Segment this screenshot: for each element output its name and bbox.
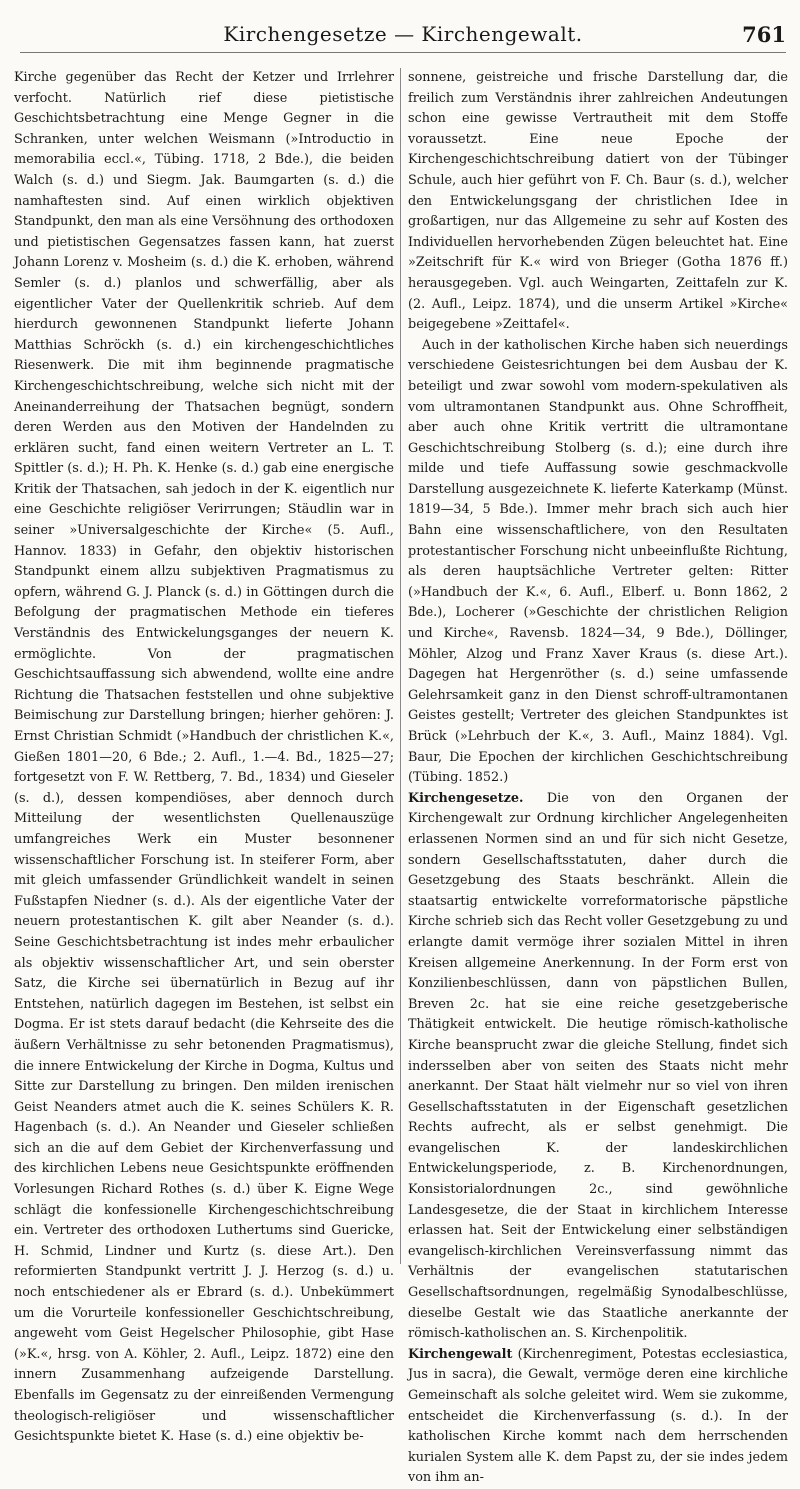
- page-number: 761: [742, 22, 786, 47]
- entry-kirchengesetze: [408, 789, 788, 1345]
- paragraph: Kirche gegenüber das Recht der Ketzer und Irrlehrer verfocht. Natürlich rief diese pietistische Geschichtsbetrachtung eine Menge Gegner in die Schranken, unter welchen Weismann (»Introductio in memorabilia eccl.«, Tübing. 1718, 2 Bde.), die beiden Walch (s. d.) und Siegm. Jak. Baumgarten (s. d.) die namhaftesten sind. Auf einen wirklich objektiven Standpunkt, den man als eine Versöhnung des orthodoxen und pietistischen Gegensatzes fassen kann, hat zuerst Johann Lorenz v. Mosheim (s. d.) die K. erhoben, während Semler (s. d.) planlos und schwerfällig, aber als eigentlicher Vater der Quellenkritik schrieb. Auf dem hierdurch gewonnenen Standpunkt lieferte Johann Matthias Schröckh (s. d.) ein kirchengeschichtliches Riesenwerk. Die mit ihm beginnende pragmatische Kirchengeschichtschreibung, welche sich nicht mit der Aneinanderreihung der Thatsachen begnügt, sondern deren Werden aus den Motiven der Handelnden zu erklären sucht, fand einen weitern Vertreter an L. T. Spittler (s. d.); H. Ph. K. Henke (s. d.) gab eine energische Kritik der Thatsachen, sah jedoch in der K. eigentlich nur eine Geschichte religiöser Verirrungen; Stäudlin war in seiner »Universalgeschichte der Kirche« (5. Aufl., Hannov. 1833) in Gefahr, den objektiv historischen Standpunkt einem allzu subjektiven Pragmatismus zu opfern, während G. J. Planck (s. d.) in Göttingen durch die Befolgung der pragmatischen Methode ein tieferes Verständnis des Entwickelungsganges der neuern K. ermöglichte. Von der pragmatischen Geschichtsauffassung sich abwendend, wollte eine andre Richtung die Thatsachen feststellen und ohne subjektive Beimischung zur Darstellung bringen; hierher gehören: J. Ernst Christian Schmidt (»Handbuch der christlichen K.«, Gießen 1801—20, 6 Bde.; 2. Aufl., 1.—4. Bd., 1825—27; fortgesetzt von F. W. Rettberg, 7. Bd., 1834) und Gieseler (s. d.), dessen kompendiöses, aber dennoch durch Mitteilung der wesentlichsten Quellenauszüge umfangreiches Werk ein Muster besonnener wissenschaftlicher Forschung ist. In steiferer Form, aber mit gleich umfassender Gründlichkeit wandelt in seinen Fußstapfen Niedner (s. d.). Als der eigentliche Vater der neuern protestantischen K. gilt aber Neander (s. d.). Seine Geschichtsbetrachtung ist indes mehr erbaulicher als objektiv wissenschaftlicher Art, und sein oberster Satz, die Kirche sei übernatürlich in Bezug auf ihr Entstehen, natürlich dagegen im Bestehen, ist selbst ein Dogma. Er ist stets darauf bedacht (die Kehrseite des die äußern Verhältnisse zu sehr betonenden Pragmatismus), die innere Entwickelung der Kirche in Dogma, Kultus und Sitte zur Darstellung zu bringen. Den milden irenischen Geist Neanders atmet auch die K. seines Schülers K. R. Hagenbach (s. d.). An Neander und Gieseler schließen sich an die auf dem Gebiet der Kirchenverfassung und des kirchlichen Lebens neue Gesichtspunkte eröffnenden Vorlesungen Richard Rothes (s. d.) über K. Eigne Wege schlägt die konfessionelle Kirchengeschichtschreibung ein. Vertreter des orthodoxen Luthertums sind Guericke, H. Schmid, Lindner und Kurtz (s. diese Art.). Den reformierten Standpunkt vertritt J. J. Herzog (s. d.) u. noch entschiedener als er Ebrard (s. d.). Unbekümmert um die Vorurteile konfessioneller Geschichtschreibung, angeweht vom Geist Hegelscher Philosophie, gibt Hase (»K.«, hrsg. von A. Köhler, 2. Aufl., Leipz. 1872) eine den innern Zusammenhang aufzeigende Darstellung. Ebenfalls im Gegensatz zu der einreißenden Vermengung theologisch-religiöser und wissenschaftlicher Gesichtspunkte bietet K. Hase (s. d.) eine objektiv be-: [14, 70, 394, 1445]
- page-header: [20, 12, 786, 53]
- paragraph: sonnene, geistreiche und frische Darstellung dar, die freilich zum Verständnis ihrer zahlreichen Andeutungen schon eine gewisse Vertrautheit mit dem Stoffe voraussetzt. Eine neue Epoche der Kirchengeschichtschreibung datiert von der Tübinger Schule, auch hier geführt von F. Ch. Baur (s. d.), welcher den Entwickelungsgang der christlichen Idee in großartigen, nur das Allgemeine zu sehr auf Kosten des Individuellen hervorhebenden Zügen beleuchtet hat. Eine »Zeitschrift für K.« wird von Brieger (Gotha 1876 ff.) herausgegeben. Vgl. auch Weingarten, Zeittafeln zur K. (2. Aufl., Leipz. 1874), und die unserm Artikel »Kirche« beigegebene »Zeittafel«.: [408, 70, 788, 333]
- running-head: Kirchengesetze — Kirchengewalt.: [223, 22, 583, 46]
- column-divider: [400, 68, 401, 1264]
- headword: Kirchengesetze.: [408, 790, 524, 806]
- entry-text: (Kirchenregiment, Potestas ecclesiastica, Jus in sacra), die Gewalt, vermöge deren eine kirchliche Gemeinschaft als solche geleitet wird. Wem sie zukomme, entscheidet die Kirchenverfassung (s. d.). In der katholischen Kirche kommt nach dem herrschenden kurialen System alle K. dem Papst zu, der sie indes jedem von ihm an-: [408, 1346, 788, 1486]
- paragraph: Auch in der katholischen Kirche haben sich neuerdings verschiedene Geistesrichtungen bei dem Ausbau der K. beteiligt und zwar sowohl vom modern-spekulativen als vom ultramontanen Standpunkt aus. Ohne Schroffheit, aber auch ohne Kritik vertritt die ultramontane Geschichtschreibung Stolberg (s. d.); eine durch ihre milde und tiefe Auffassung sowie geschmackvolle Darstellung ausgezeichnete K. lieferte Katerkamp (Münst. 1819—34, 5 Bde.). Immer mehr brach sich auch hier Bahn eine wissenschaftlichere, von den Resultaten protestantischer Forschung nicht unbeeinflußte Richtung, als deren hauptsächliche Vertreter gelten: Ritter (»Handbuch der K.«, 6. Aufl., Elberf. u. Bonn 1862, 2 Bde.), Locherer (»Geschichte der christlichen Religion und Kirche«, Ravensb. 1824—34, 9 Bde.), Döllinger, Möhler, Alzog und Franz Xaver Kraus (s. diese Art.). Dagegen hat Hergenröther (s. d.) seine umfassende Gelehrsamkeit ganz in den Dienst schroff-ultramontanen Geistes gestellt; Vertreter des gleichen Standpunktes ist Brück (»Lehrbuch der K.«, 3. Aufl., Mainz 1884). Vgl. Baur, Die Epochen der kirchlichen Geschichtschreibung (Tübing. 1852.): [408, 337, 788, 786]
- right-column: [408, 68, 788, 1486]
- entry-text: Die von den Organen der Kirchengewalt zur Ordnung kirchlicher Angelegenheiten erlassenen Normen sind an und für sich nicht Gesetze, sondern Gesellschaftsstatuten, daher durch die Gesetzgebung des Staats beschränkt. Allein die staatsartig entwickelte vorreformatorische päpstliche Kirche schrieb sich das Recht voller Gesetzgebung zu und erlangte damit vermöge ihrer sozialen Mittel in ihren Kreisen allgemeine Anerkennung. In der Form erst von Konzilienbeschlüssen, dann von päpstlichen Bullen, Breven 2c. hat sie eine reiche gesetzgeberische Thätigkeit entwickelt. Die heutige römisch-katholische Kirche beansprucht zwar die gleiche Stellung, findet sich indersselben aber von seiten des Staats nicht mehr anerkannt. Der Staat hält vielmehr nur so viel von ihren Gesellschaftsstatuten in der Eigenschaft gesetzlichen Rechts aufrecht, als er selbst genehmigt. Die evangelischen K. der landeskirchlichen Entwickelungsperiode, z. B. Kirchenordnungen, Konsistorialordnungen 2c., sind gewöhnliche Landesgesetze, die der Staat in kirchlichem Interesse erlassen hat. Seit der Entwickelung einer selbständigen evangelisch-kirchlichen Vereinsverfassung nimmt das Verhältnis der evangelischen statutarischen Gesellschaftsordnungen, regelmäßig Synodalbeschlüsse, dieselbe Gestalt wie das Staatliche anerkannte der römisch-katholischen an. S. Kirchenpolitik.: [408, 790, 788, 1342]
- headword: Kirchengewalt: [408, 1346, 513, 1362]
- entry-kirchengewalt: [408, 1345, 788, 1489]
- left-column: [14, 68, 394, 1445]
